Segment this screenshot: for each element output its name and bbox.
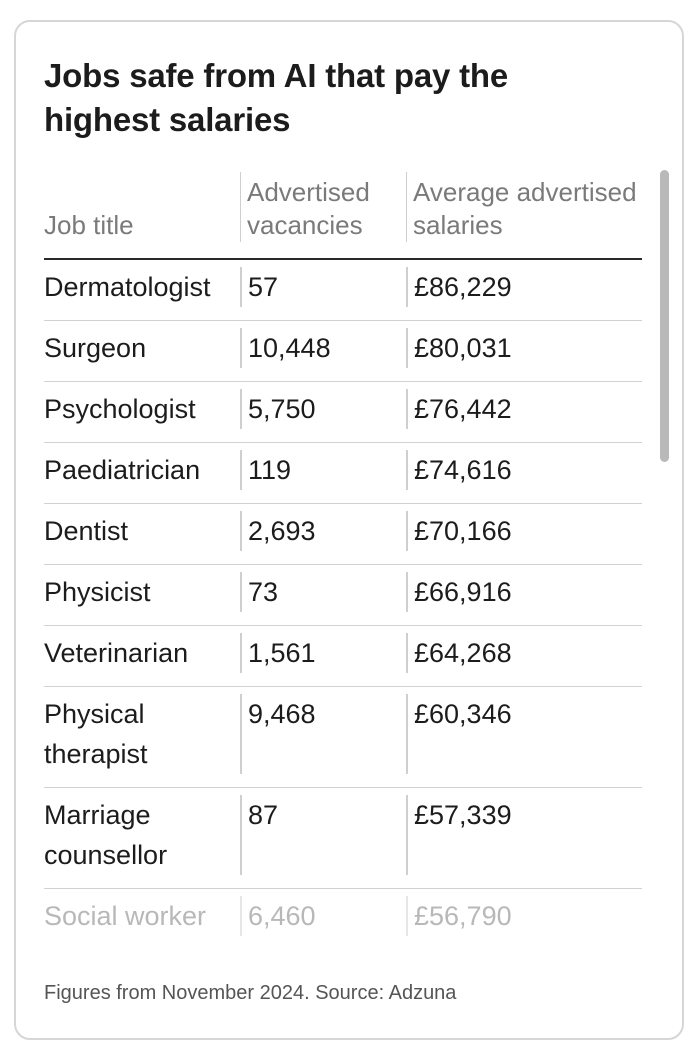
table-row xyxy=(44,889,642,950)
job-title-cell: Physical therapist xyxy=(44,687,240,788)
salary-cell: £56,790 xyxy=(406,889,642,950)
job-title-cell: Marriage counsellor xyxy=(44,788,240,889)
header-vacancies: Advertised vacancies xyxy=(240,172,406,259)
source-footnote: Figures from November 2024. Source: Adzuna xyxy=(44,982,457,1004)
job-title-cell: Psychologist xyxy=(44,382,240,443)
vacancies-cell: 5,750 xyxy=(240,382,406,443)
salary-cell: £74,616 xyxy=(406,443,642,504)
scrollbar-thumb[interactable] xyxy=(660,170,669,462)
salary-table xyxy=(44,172,642,949)
table-row xyxy=(44,788,642,889)
table-row xyxy=(44,504,642,565)
vacancies-cell: 119 xyxy=(240,443,406,504)
vacancies-cell: 10,448 xyxy=(240,321,406,382)
job-title-cell: Dentist xyxy=(44,504,240,565)
table-row xyxy=(44,259,642,321)
salary-cell: £64,268 xyxy=(406,626,642,687)
salary-cell: £60,346 xyxy=(406,687,642,788)
table-card xyxy=(14,20,684,1040)
table-row xyxy=(44,443,642,504)
table-row xyxy=(44,565,642,626)
salary-cell: £86,229 xyxy=(406,259,642,321)
vacancies-cell: 6,460 xyxy=(240,889,406,950)
table-row xyxy=(44,382,642,443)
vacancies-cell: 9,468 xyxy=(240,687,406,788)
header-job-title: Job title xyxy=(44,172,240,259)
header-salaries: Average advertised salaries xyxy=(406,172,642,259)
job-title-cell: Veterinarian xyxy=(44,626,240,687)
job-title-cell: Social worker xyxy=(44,901,207,931)
vacancies-cell: 73 xyxy=(240,565,406,626)
salary-cell: £80,031 xyxy=(406,321,642,382)
card-title: Jobs safe from AI that pay the highest salaries xyxy=(44,57,509,138)
vacancies-cell: 87 xyxy=(240,788,406,889)
table-row xyxy=(44,321,642,382)
vacancies-cell: 57 xyxy=(240,259,406,321)
job-title-cell: Surgeon xyxy=(44,321,240,382)
table-row xyxy=(44,687,642,788)
salary-cell: £66,916 xyxy=(406,565,642,626)
vacancies-cell: 1,561 xyxy=(240,626,406,687)
job-title-cell: Paediatrician xyxy=(44,443,240,504)
table-row xyxy=(44,626,642,687)
job-title-cell: Physicist xyxy=(44,565,240,626)
salary-cell: £76,442 xyxy=(406,382,642,443)
table-header-row xyxy=(44,172,642,259)
vacancies-cell: 2,693 xyxy=(240,504,406,565)
table-scroll-area[interactable] xyxy=(44,172,642,966)
job-title-cell: Dermatologist xyxy=(44,259,240,321)
salary-cell: £70,166 xyxy=(406,504,642,565)
salary-cell: £57,339 xyxy=(406,788,642,889)
